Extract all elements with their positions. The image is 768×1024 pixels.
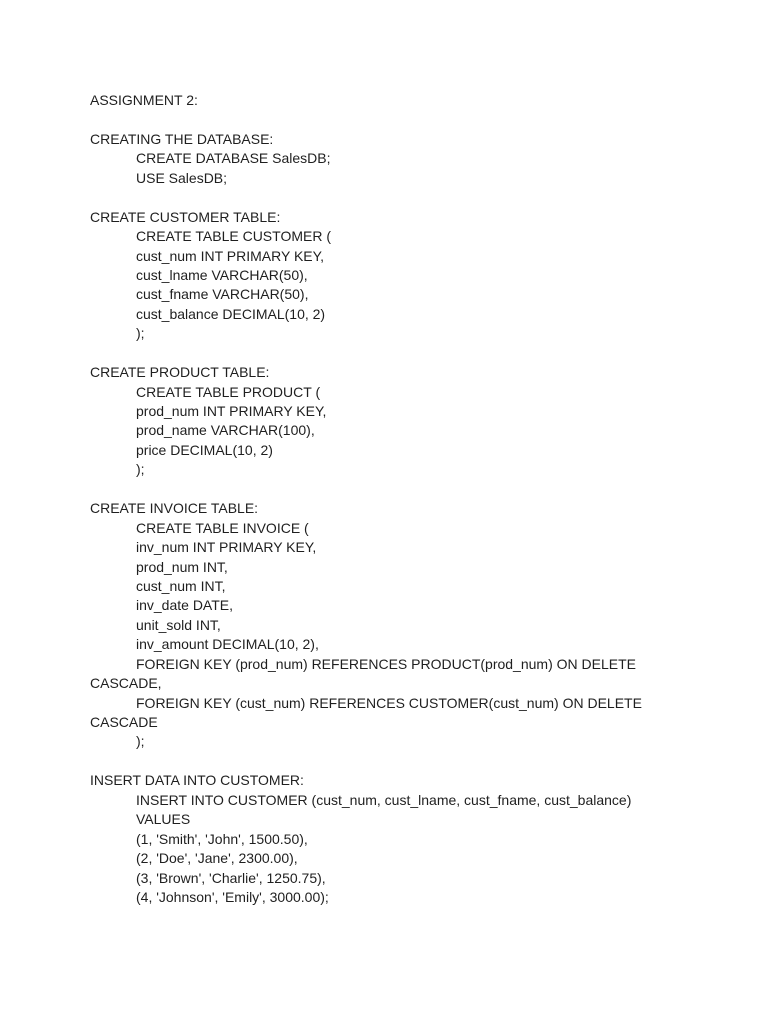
code-line: CREATE TABLE INVOICE (	[136, 519, 309, 536]
code-line: INSERT INTO CUSTOMER (cust_num, cust_lname, cust_fname, cust_balance)	[136, 791, 632, 808]
code-line: );	[136, 733, 145, 750]
code-line: );	[136, 325, 145, 342]
section-heading: CREATE CUSTOMER TABLE:	[90, 208, 281, 225]
code-line: inv_amount DECIMAL(10, 2),	[136, 636, 319, 653]
code-line: FOREIGN KEY (prod_num) REFERENCES PRODUCT(prod_num) ON DELETE	[136, 655, 636, 672]
blank-line	[90, 480, 710, 499]
blank-line	[90, 344, 710, 363]
code-line: prod_name VARCHAR(100),	[136, 422, 315, 439]
code-line: prod_num INT PRIMARY KEY,	[136, 403, 327, 419]
code-line: (1, 'Smith', 'John', 1500.50),	[136, 830, 308, 847]
code-line: CREATE TABLE CUSTOMER (	[136, 228, 331, 245]
code-line: (3, 'Brown', 'Charlie', 1250.75),	[136, 869, 326, 886]
document-body	[90, 110, 710, 907]
section-heading: CREATE INVOICE TABLE:	[90, 500, 259, 517]
code-line: (4, 'Johnson', 'Emily', 3000.00);	[136, 888, 329, 905]
code-line: unit_sold INT,	[136, 616, 221, 633]
code-line: cust_num INT PRIMARY KEY,	[136, 247, 325, 264]
code-line: cust_num INT,	[136, 577, 226, 594]
code-line: CREATE TABLE PRODUCT (	[136, 383, 321, 400]
code-line: );	[136, 461, 145, 478]
code-line: cust_lname VARCHAR(50),	[136, 266, 308, 283]
code-line: (2, 'Doe', 'Jane', 2300.00),	[136, 850, 298, 867]
section-heading: CREATING THE DATABASE:	[90, 130, 274, 147]
code-line: cust_fname VARCHAR(50),	[136, 286, 309, 303]
code-line: VALUES	[136, 811, 191, 828]
code-line: USE SalesDB;	[136, 169, 228, 186]
code-line: prod_num INT,	[136, 558, 228, 575]
document-page	[90, 91, 710, 907]
code-line: CREATE DATABASE SalesDB;	[136, 150, 331, 167]
code-line: CASCADE	[90, 714, 158, 730]
section-heading: INSERT DATA INTO CUSTOMER:	[90, 772, 304, 789]
code-line: price DECIMAL(10, 2)	[136, 441, 273, 458]
code-line: inv_num INT PRIMARY KEY,	[136, 539, 317, 556]
blank-line	[90, 188, 710, 207]
blank-line	[90, 752, 710, 771]
code-line: CASCADE,	[90, 675, 162, 692]
blank-line	[90, 110, 710, 129]
document-title: ASSIGNMENT 2:	[90, 92, 198, 108]
code-line: FOREIGN KEY (cust_num) REFERENCES CUSTOMER(cust_num) ON DELETE	[136, 694, 642, 711]
code-line: cust_balance DECIMAL(10, 2)	[136, 305, 326, 322]
section-heading: CREATE PRODUCT TABLE:	[90, 364, 270, 381]
code-line: inv_date DATE,	[136, 597, 234, 614]
